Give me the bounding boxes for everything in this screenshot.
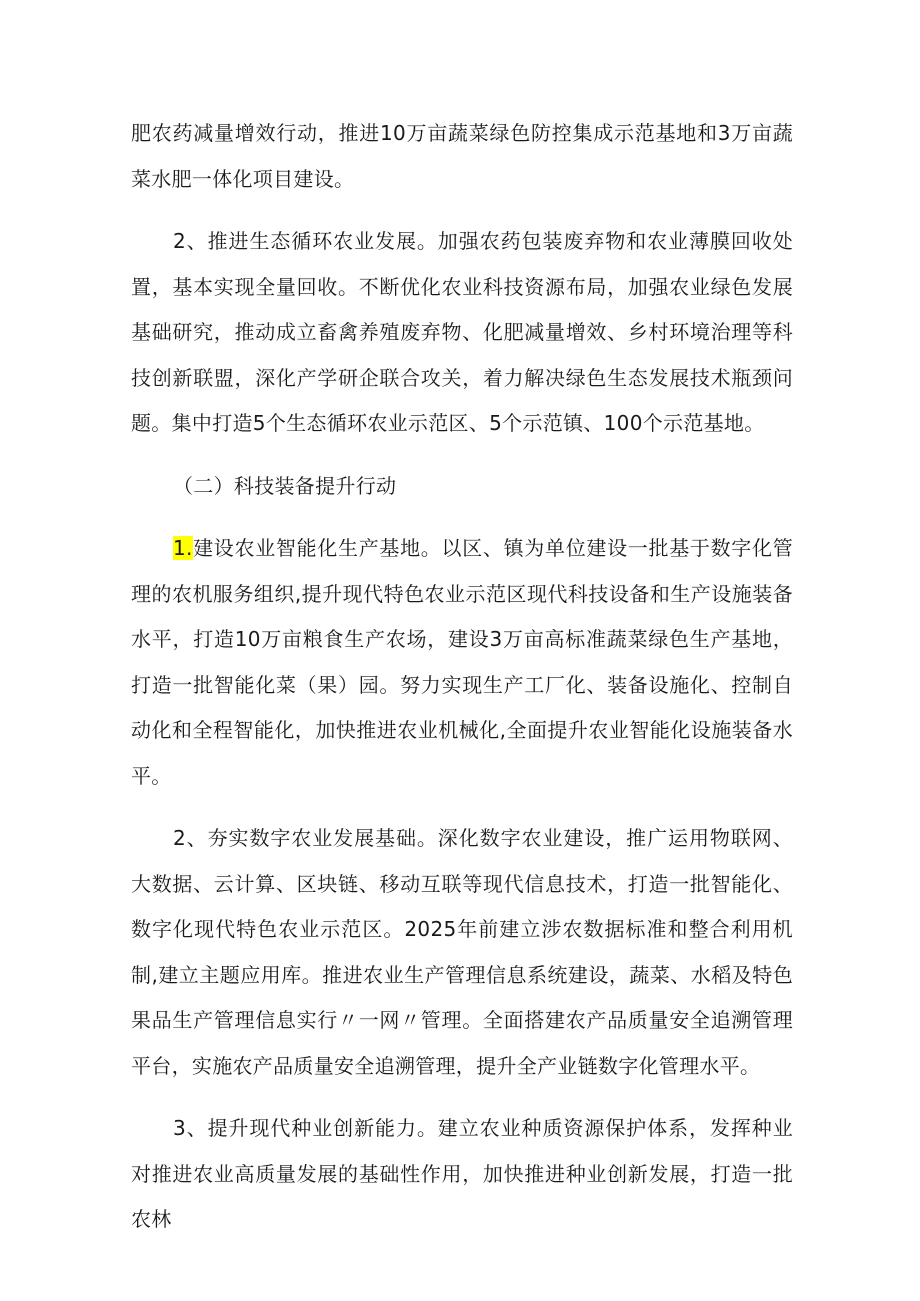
paragraph-seed-industry: 3、提升现代种业创新能力。建立农业种质资源保护体系，发挥种业对推进农业高质量发展的基础性作用，加快推进种业创新发展，打造一批农林 [131, 1116, 793, 1231]
paragraph-digital-agriculture: 2、夯实数字农业发展基础。深化数字农业建设，推广运用物联网、大数据、云计算、区块链、移动互联等现代信息技术，打造一批智能化、数字化现代特色农业示范区。2025年前建立涉农数据标准和整合利用机制,建立主题应用库。推进农业生产管理信息系统建设，蔬菜、水稻及特色果品生产管理信息实行〃一网〃管理。全面搭建农产品质量安全追溯管理平台，实施农产品质量安全追溯管理，提升全产业链数字化管理水平。 [131, 826, 793, 1078]
highlighted-list-marker: 1. [173, 536, 193, 560]
section-heading-tech-equipment: （二）科技装备提升行动 [173, 473, 397, 498]
paragraph-eco-agriculture: 2、推进生态循环农业发展。加强农药包装废弃物和农业薄膜回收处置，基本实现全量回收。不断优化农业科技资源布局，加强农业绿色发展基础研究，推动成立畜禽养殖废弃物、化肥减量增效、乡村环境治理等科技创新联盟，深化产学研企联合攻关，着力解决绿色生态发展技术瓶颈问题。集中打造5个生态循环农业示范区、5个示范镇、100个示范基地。 [131, 229, 793, 435]
paragraph-continued: 肥农药减量增效行动，推进10万亩蔬菜绿色防控集成示范基地和3万亩蔬菜水肥一体化项目建设。 [131, 121, 793, 191]
paragraph-smart-production-text: 建设农业智能化生产基地。以区、镇为单位建设一批基于数字化管理的农机服务组织,提升现代特色农业示范区现代科技设备和生产设施装备水平，打造10万亩粮食生产农场，建设3万亩高标准蔬菜绿色生产基地，打造一批智能化菜（果）园。努力实现生产工厂化、装备设施化、控制自动化和全程智能化，加快推进农业机械化,全面提升农业智能化设施装备水平。 [131, 536, 793, 788]
document-body [131, 111, 793, 1260]
paragraph-smart-production [131, 526, 793, 799]
